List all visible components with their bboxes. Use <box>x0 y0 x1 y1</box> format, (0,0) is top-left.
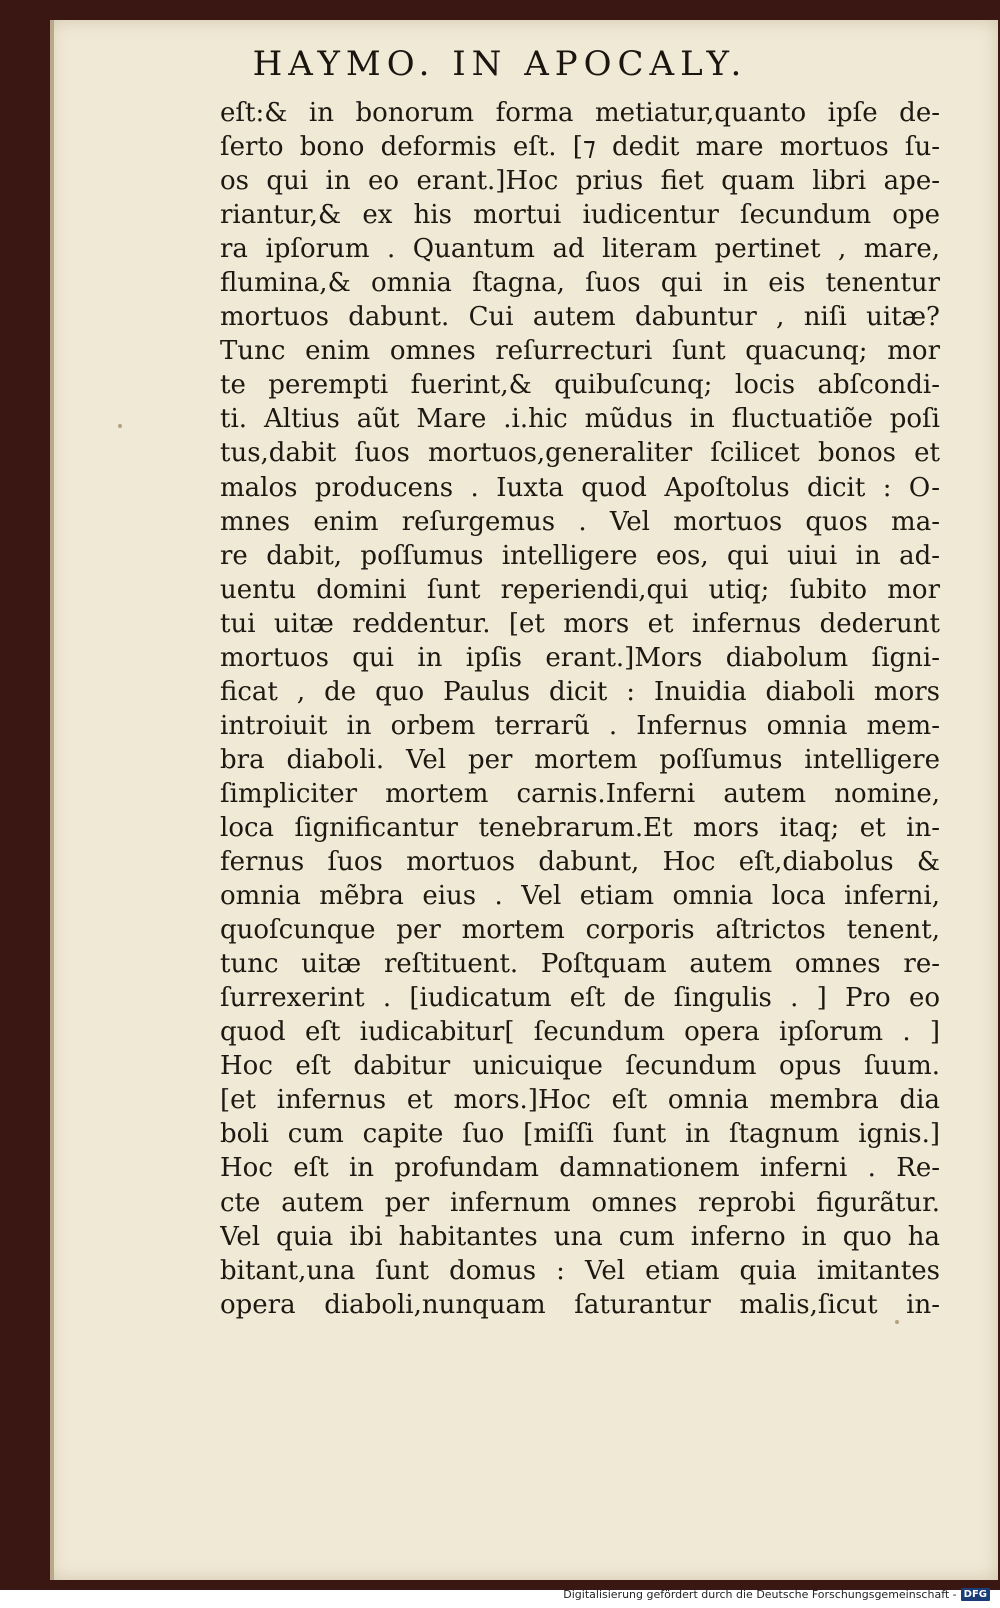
text-line: eſt:& in bonorum forma metiatur,quanto ipſe de- <box>220 98 940 128</box>
text-line: introiuit in orbem terrarũ . Infernus omnia mem- <box>220 710 940 741</box>
text-line: Hoc eſt dabitur unicuique ſecundum opus ſuum. <box>220 1051 940 1082</box>
text-line: ſurrexerint . [iudicatum eſt de ſingulis . ] Pro eo <box>220 983 940 1014</box>
footer-text: Digitalisierung gefördert durch die Deutsche Forschungsgemeinschaft - <box>563 1588 957 1601</box>
text-line: tui uitæ reddentur. [et mors et infernus dederunt <box>220 608 940 639</box>
running-head: HAYMO. IN APOCALY. <box>252 44 748 84</box>
text-line: fernus ſuos mortuos dabunt, Hoc eſt,diabolus & <box>220 847 940 878</box>
text-line: mnes enim reſurgemus . Vel mortuos quos ma- <box>220 506 940 537</box>
text-line: Tunc enim omnes reſurrecturi ſunt quacunq; mor <box>220 336 940 367</box>
text-line: te perempti fuerint,& quibuſcunq; locis abſcondi- <box>220 370 940 401</box>
text-line: ſimpliciter mortem carnis.Inferni autem nomine, <box>220 778 940 809</box>
paper-speck <box>118 424 122 428</box>
text-line: ti. Altius aũt Mare .i.hic mũdus in fluctuatiõe poſi <box>220 404 940 435</box>
digitization-credit <box>563 1588 990 1601</box>
text-line: quod eſt iudicabitur[ ſecundum opera ipſorum . ] <box>220 1017 940 1048</box>
text-line: os qui in eo erant.]Hoc prius fiet quam libri ape- <box>220 166 940 197</box>
text-line: bitant,una ſunt domus : Vel etiam quia imitantes <box>220 1255 940 1286</box>
text-line: omnia mẽbra eius . Vel etiam omnia loca inferni, <box>220 881 940 912</box>
text-line: uentu domini ſunt reperiendi,qui utiq; ſubito mor <box>220 574 940 605</box>
text-line: flumina,& omnia ſtagna, ſuos qui in eis tenentur <box>220 268 940 299</box>
text-line: loca ſignificantur tenebrarum.Et mors itaq; et in- <box>220 812 940 843</box>
text-line: bra diaboli. Vel per mortem poſſumus intelligere <box>220 744 940 775</box>
text-line: Hoc eſt in profundam damnationem inferni . Re- <box>220 1153 940 1184</box>
page-edge <box>50 20 54 1580</box>
text-line: tus,dabit ſuos mortuos,generaliter ſcilicet bonos et <box>220 438 940 469</box>
dfg-logo: DFG <box>961 1588 990 1601</box>
text-line: boli cum capite ſuo [miſſi ſunt in ſtagnum ignis.] <box>220 1119 940 1150</box>
text-line: ficat , de quo Paulus dicit : Inuidia diaboli mors <box>220 676 940 707</box>
text-line: riantur,& ex his mortui iudicentur ſecundum ope <box>220 200 940 231</box>
text-line: mortuos qui in ipſis erant.]Mors diabolum ſigni- <box>220 642 940 673</box>
text-line: mortuos dabunt. Cui autem dabuntur , niſi uitæ? <box>220 302 940 333</box>
text-line: ra ipſorum . Quantum ad literam pertinet , mare, <box>220 234 940 265</box>
text-line: ſerto bono deformis eſt. [⁊ dedit mare mortuos ſu- <box>220 132 940 163</box>
text-line: malos producens . Iuxta quod Apoſtolus dicit : O- <box>220 472 940 503</box>
text-line: Vel quia ibi habitantes una cum inferno in quo ha <box>220 1221 940 1252</box>
text-line: cte autem per infernum omnes reprobi figurãtur. <box>220 1187 940 1218</box>
text-line: re dabit, poſſumus intelligere eos, qui uiui in ad- <box>220 540 940 571</box>
text-line: opera diaboli,nunquam ſaturantur malis,ſicut in- <box>220 1289 940 1320</box>
text-line: [et infernus et mors.]Hoc eſt omnia membra dia <box>220 1085 940 1116</box>
text-line: quoſcunque per mortem corporis aſtrictos tenent, <box>220 915 940 946</box>
body-text <box>220 96 940 1322</box>
text-line: tunc uitæ reſtituent. Poſtquam autem omnes re- <box>220 949 940 980</box>
